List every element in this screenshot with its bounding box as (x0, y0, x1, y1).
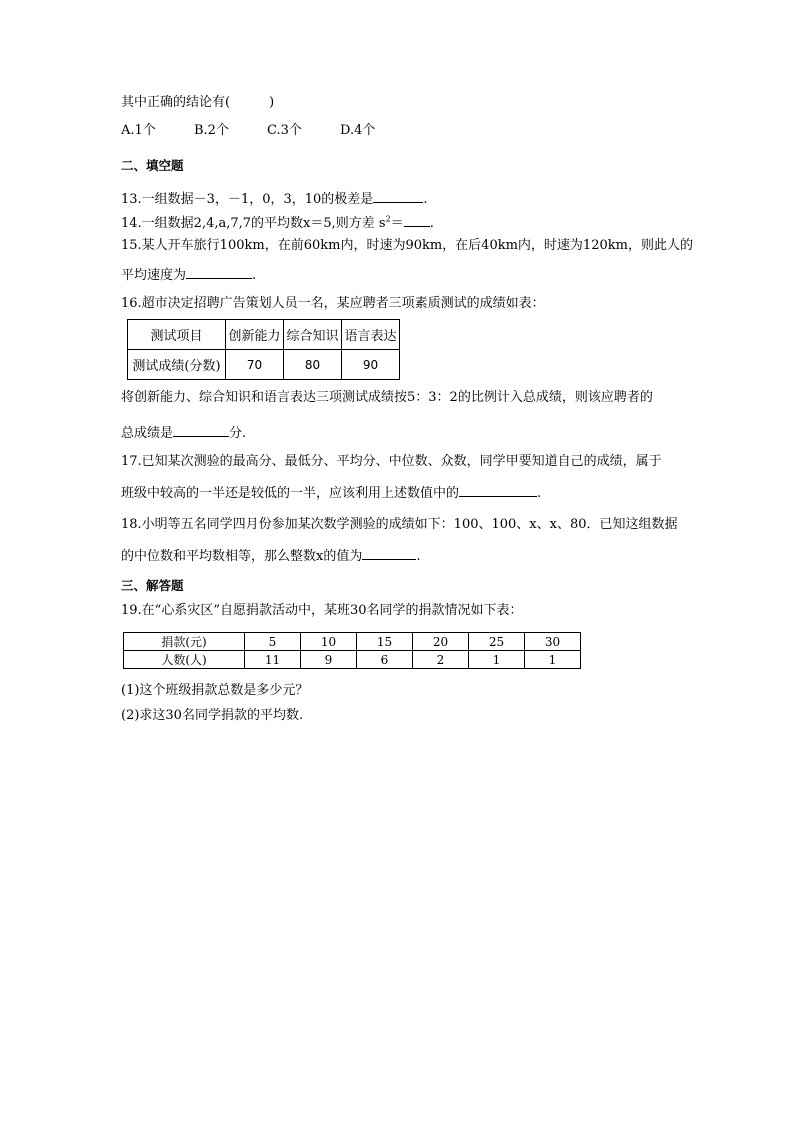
q13-text: 13.一组数据－3，－1，0，3，10的极差是 (121, 192, 374, 207)
table-cell: 20 (413, 633, 469, 651)
q15-text: 平均速度为 (121, 268, 187, 283)
table-cell: 1 (525, 651, 581, 669)
q16-line1: 16.超市决定招聘广告策划人员一名，某应聘者三项素质测试的成绩如表： (121, 296, 545, 311)
table-cell: 90 (342, 350, 400, 380)
section-3-title: 三、解答题 (121, 578, 184, 593)
table-row (124, 651, 581, 669)
q14-end: . (429, 216, 434, 231)
answer-blank (362, 547, 416, 560)
q19-sub1: (1)这个班级捐款总数是多少元？ (121, 683, 309, 698)
q17-text: 班级中较高的一半还是较低的一半，应该利用上述数值中的 (121, 486, 460, 501)
q14-text: 14.一组数据2,4,a,7,7的平均数x＝5,则方差 s (121, 216, 386, 231)
answer-blank (173, 424, 229, 437)
answer-blank (404, 214, 430, 227)
q18-line2 (121, 547, 420, 565)
q13-end: . (423, 192, 428, 207)
table-row (128, 320, 400, 350)
q18-end: . (416, 549, 421, 564)
q15-line1: 15.某人开车旅行100km，在前60km内，时速为90km，在后40km内，时速为120km，则此人的 (121, 238, 693, 253)
table-cell: 2 (413, 651, 469, 669)
answer-blank (186, 266, 252, 279)
q17-line2 (121, 484, 541, 502)
table-row-label: 捐款(元) (124, 633, 245, 651)
section-2-title: 二、填空题 (121, 158, 184, 173)
table-row (128, 350, 400, 380)
q15-line2 (121, 266, 256, 284)
table-cell: 6 (357, 651, 413, 669)
table-cell: 9 (301, 651, 357, 669)
q19-donation-table (123, 632, 581, 669)
option-a: A.1个 (121, 123, 156, 138)
q17-line1: 17.已知某次测验的最高分、最低分、平均分、中位数、众数，同学甲要知道自己的成绩，属于 (121, 454, 662, 469)
table-row-label: 人数(人) (124, 651, 245, 669)
q17-end: . (537, 486, 542, 501)
table-row (124, 633, 581, 651)
table-cell: 11 (245, 651, 301, 669)
answer-blank (459, 484, 537, 497)
table-header: 测试项目 (128, 320, 226, 350)
table-cell: 80 (284, 350, 342, 380)
table-cell: 25 (469, 633, 525, 651)
q15-end: . (252, 268, 257, 283)
option-c: C.3个 (267, 123, 302, 138)
table-cell: 15 (357, 633, 413, 651)
q14-mid: ＝ (390, 216, 404, 231)
q13 (121, 190, 427, 208)
q16-line2: 将创新能力、综合知识和语言表达三项测试成绩按5：3：2的比例计入总成绩，则该应聘者的 (121, 390, 653, 405)
q14 (121, 214, 434, 232)
table-cell: 10 (301, 633, 357, 651)
q16-end: 分. (229, 426, 247, 441)
option-d: D.4个 (340, 123, 376, 138)
table-cell: 30 (525, 633, 581, 651)
q19-line1: 19.在“心系灾区”自愿捐款活动中，某班30名同学的捐款情况如下表： (121, 603, 523, 618)
table-cell: 70 (226, 350, 284, 380)
q19-sub2: (2)求这30名同学捐款的平均数. (121, 708, 304, 723)
answer-blank (373, 190, 423, 203)
table-cell: 5 (245, 633, 301, 651)
table-cell: 1 (469, 651, 525, 669)
table-header: 综合知识 (284, 320, 342, 350)
option-b: B.2个 (194, 123, 229, 138)
table-row-label: 测试成绩(分数) (128, 350, 226, 380)
q14-sup: 2 (385, 214, 391, 224)
q12-options (121, 123, 375, 139)
table-header: 语言表达 (342, 320, 400, 350)
q16-text: 总成绩是 (121, 426, 174, 441)
q16-line3 (121, 424, 246, 442)
table-header: 创新能力 (226, 320, 284, 350)
q12-prompt: 其中正确的结论有( ) (121, 95, 275, 110)
q18-text: 的中位数和平均数相等，那么整数x的值为 (121, 549, 363, 564)
q16-score-table (127, 319, 400, 380)
q18-line1: 18.小明等五名同学四月份参加某次数学测验的成绩如下：100、100、x、x、80．已知这组数据 (121, 517, 678, 532)
